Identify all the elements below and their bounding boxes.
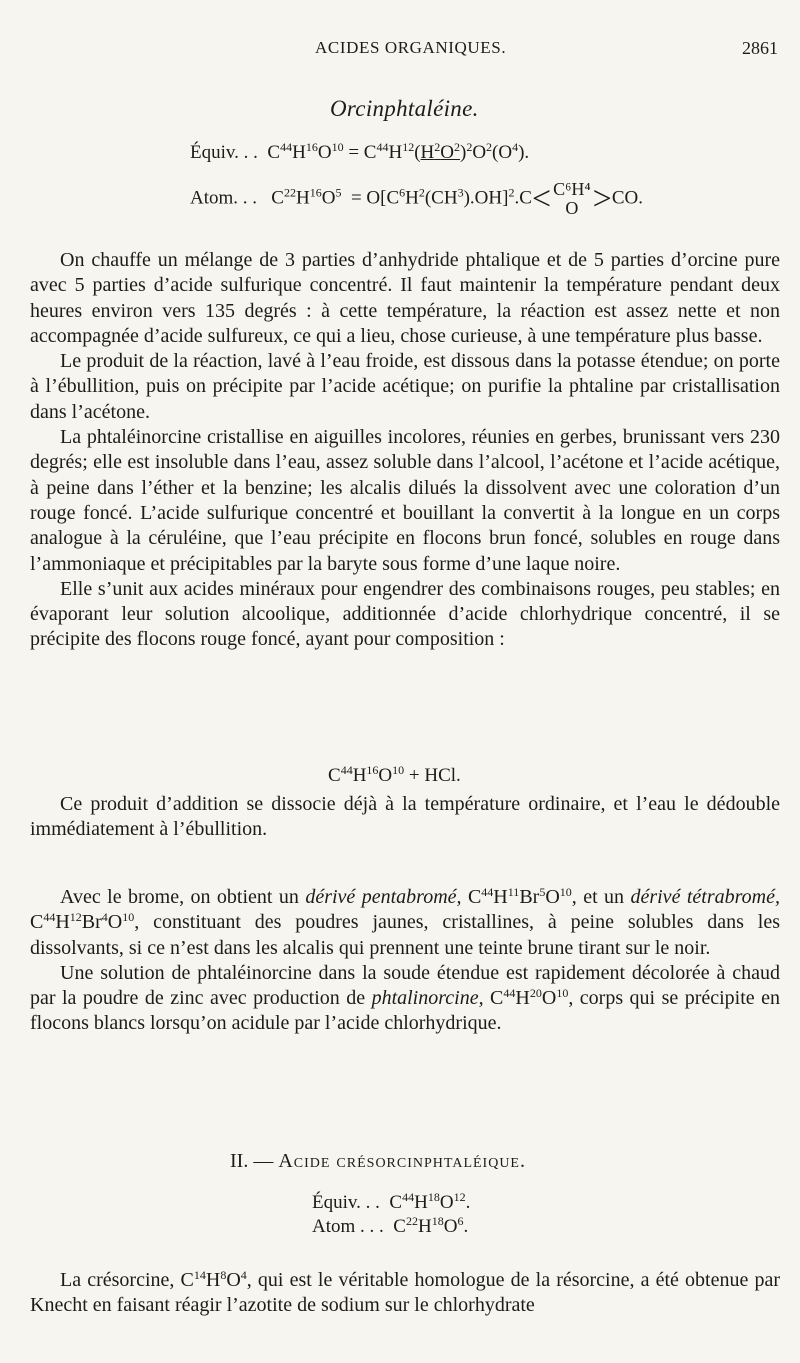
atom-stack: C⁶H⁴ O xyxy=(553,179,591,218)
paragraph-block-2 xyxy=(30,792,780,843)
paragraph: Elle s’unit aux acides minéraux pour engendrer des combinaisons rouges, peu stables; en évaporant leur solution alcoolique, additionnée d’acide chlorhydrique concentré, il se précipite des flocons rouge foncé, ayant pour composition : xyxy=(30,577,780,651)
paragraph: La crésorcine, $C^{14}H^8O^4$, qui est le véritable homologue de la résorcine, a été obtenue par Knecht en faisant réagir l’azotite de sodium sur le chlorhydrate xyxy=(30,1268,781,1317)
hcl-formula: $C^{44}H^{16}O^{10}$ + HCl. xyxy=(328,763,461,786)
paragraph: Le produit de la réaction, lavé à l’eau froide, est dissous dans la potasse étendue; on porte à l’ébullition, puis on précipite par l’acide acétique; on purifie la phtaline par cristallisation dans l’acétone. xyxy=(30,350,780,423)
equiv-formula: Équiv. . . $C^{44}H^{16}O^{10} = C^{44}H^{12}(H^2O^2)^2O^2(O^4)$. xyxy=(190,140,530,163)
section-title: Orcinphtaléine. xyxy=(330,96,479,121)
paragraph: Ce produit d’addition se dissocie déjà à la température ordinaire, et l’eau le dédouble immédiatement à l’ébullition. xyxy=(30,793,780,841)
paragraph: La phtaléinorcine cristallise en aiguilles incolores, réunies en gerbes, brunissant vers 230 degrés; elle est insoluble dans l’eau, assez soluble dans l’alcool, l’acétone et l’acide acétique, à peine dans l’éther et la benzine; les alcalis dilués la dissolvent avec une coloration d’un rouge foncé. L’acide sulfurique concentré et bouillant la convertit à la longue en un corps analogue à la céruléine, que l’eau précipite en flocons brun foncé, solubles en rouge dans l’ammoniaque et précipitables par la baryte sous forme d’une laque noire. xyxy=(30,426,780,575)
paragraph-last xyxy=(30,1268,780,1319)
paragraph: Une solution de phtaléinorcine dans la soude étendue est rapidement décolorée à chaud par la poudre de zinc avec production de phtalinorcine, $C^{44}H^{20}O^{10}$, corps qui se précipite en flocons blancs lorsqu’on acidule par l’acide chlorhydrique. xyxy=(30,961,781,1035)
paragraph-brome xyxy=(30,885,780,1037)
equiv-label: Équiv. . . xyxy=(190,142,258,163)
atom2-formula: Atom . . . $C^{22}H^{18}O^6$. xyxy=(312,1214,469,1237)
atom-formula: Atom. . . $C^{22}H^{16}O^5 = O[C^6H^2(CH^3).OH]^2.C< C^6H^4$ O >CO. xyxy=(190,179,643,218)
page-number: 2861 xyxy=(742,38,778,58)
atom-label: Atom. . . xyxy=(190,187,258,209)
running-header: ACIDES ORGANIQUES. xyxy=(315,38,507,57)
paragraph: Avec le brome, on obtient un dérivé pentabromé, $C^{44}H^{11}Br^5O^{10}$, et un dérivé tétrabromé, $C^{44}H^{12}Br^4O^{10}$, constituant des poudres jaunes, cristallines, à peine solubles dans les dissolvants, si ce n’est dans les alcalis qui prennent une teinte brune tirant sur le noir. xyxy=(30,885,780,959)
section2-title: II. — Acide crésorcinphtaléique. xyxy=(230,1150,526,1172)
paragraph: On chauffe un mélange de 3 parties d’anhydride phtalique et de 5 parties d’orcine pure avec 5 parties d’acide sulfurique concentré. Il faut maintenir la température pendant deux heures environ vers 135 degrés : à cette température, la réaction est assez nette et non accompagnée d’acide sulfureux, ce qui a lieu, chose curieuse, à une température plus basse. xyxy=(30,249,780,347)
paragraph-block-1 xyxy=(30,248,780,653)
equiv2-formula: Équiv. . . $C^{44}H^{18}O^{12}$. xyxy=(312,1190,471,1213)
